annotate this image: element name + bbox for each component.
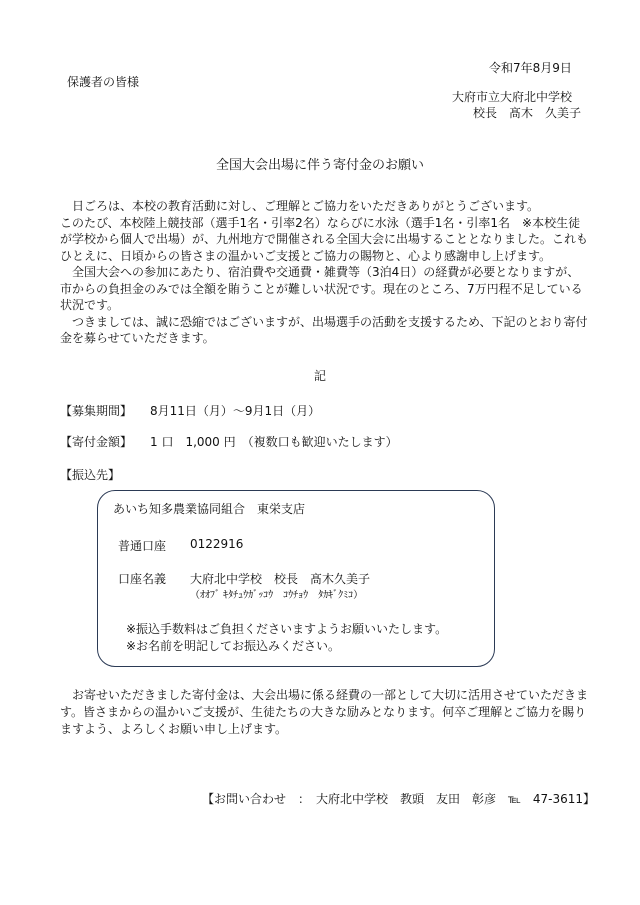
school-name: 大府市立大府北中学校: [452, 90, 573, 104]
closing-paragraph: お寄せいただきました寄付金は、大会出場に係る経費の一部として大切に活用させていただきます。皆さまからの温かいご支援が、生徒たちの大きな励みとなります。何卒ご理解とご協力を賜りますよう、よろしくお願い申し上げます。: [60, 688, 589, 736]
body-paragraph-3: 全国大会への参加にあたり、宿泊費や交通費・雑費等（3泊4日）の経費が必要となりますが、市からの負担金のみでは全額を賄うことが難しい状況です。現在のところ、7万円程不足している状況です。: [60, 265, 583, 312]
name-note: ※お名前を明記してお振込みください。: [126, 639, 341, 653]
body-text: [60, 198, 590, 347]
body-paragraph-2: このたび、本校陸上競技部（選手1名・引率2名）ならびに水泳（選手1名・引率1名 ※本校生徒が学校から個人で出場）が、九州地方で開催される全国大会に出場することとなりました。これもひとえに、日頃からの皆さまの温かいご支援とご協力の賜物と、心より感謝申し上げます。: [60, 215, 589, 263]
account-holder-name: 大府北中学校 校長 髙木久美子: [190, 572, 371, 586]
account-type-label: 普通口座: [118, 539, 167, 553]
contact-info: 【お問い合わせ ： 大府北中学校 教頭 友田 彰彦 ℡ 47-3611】: [202, 792, 596, 806]
period-label: 【募集期間】: [60, 404, 133, 418]
account-name-label: 口座名義: [118, 572, 167, 586]
account-number: 0122916: [190, 537, 244, 551]
fee-note: ※振込手数料はご負担くださいますようお願いいたします。: [126, 622, 448, 636]
body-paragraph-4: つきましては、誠に恐縮ではございますが、出場選手の活動を支援するため、下記のとおり寄付金を募らせていただきます。: [60, 314, 588, 345]
body-paragraph-1: 日ごろは、本校の教育活動に対し、ご理解とご協力をいただきありがとうございます。: [60, 199, 540, 213]
ki-heading: 記: [313, 369, 326, 383]
amount-label: 【寄付金額】: [60, 435, 133, 449]
amount-value: 1 口 1,000 円 （複数口も歓迎いたします）: [150, 435, 398, 449]
period-value: 8月11日（月）～9月1日（月）: [150, 404, 321, 418]
principal-name: 校長 髙木 久美子: [473, 106, 582, 120]
recipient-line: 保護者の皆様: [67, 75, 140, 89]
document-date: 令和7年8月9日: [489, 61, 572, 75]
document-title: 全国大会出場に伴う寄付金のお願い: [215, 158, 424, 173]
account-holder-kana: （ｵｵﾌﾞ ｷﾀﾁｭｳｶﾞｯｺｳ ｺｳﾁｮｳ ﾀｶｷﾞｸﾐｺ）: [190, 590, 364, 601]
bank-name: あいち知多農業協同組合 東栄支店: [113, 502, 306, 516]
transfer-label: 【振込先】: [60, 468, 121, 482]
